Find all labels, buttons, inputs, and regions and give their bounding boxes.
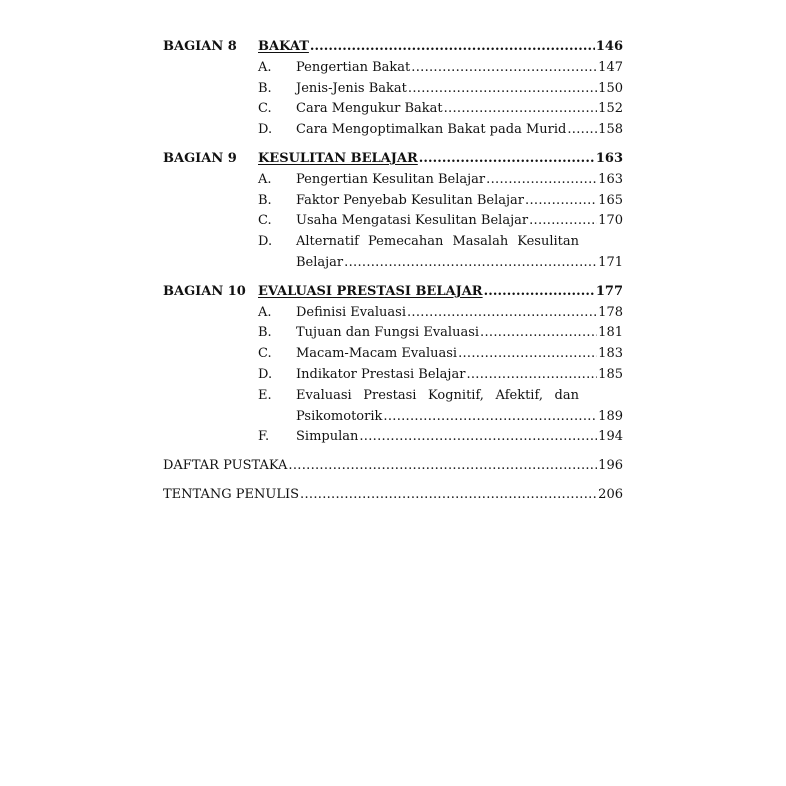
chapter-title: BAKAT <box>258 39 309 54</box>
page-number: 163 <box>598 171 623 187</box>
entry-letter: D. <box>258 122 273 138</box>
chapter-label: BAGIAN 10 <box>163 283 246 299</box>
page-number: 181 <box>598 325 623 341</box>
entry-letter: E. <box>258 387 272 403</box>
entry-letter: D. <box>258 366 273 382</box>
entry-title: Evaluasi Prestasi Kognitif, Afektif, dan <box>296 387 579 403</box>
toc-entry[interactable] <box>163 303 623 324</box>
chapter-title: EVALUASI PRESTASI BELAJAR <box>258 283 483 299</box>
page-number: 152 <box>598 101 623 117</box>
dot-leader <box>486 170 597 191</box>
entry-title: Cara Mengukur Bakat <box>296 101 443 117</box>
page-number: 170 <box>598 213 623 229</box>
entry-letter: B. <box>258 325 272 341</box>
dot-leader <box>344 253 597 274</box>
entry-letter: A. <box>258 59 272 75</box>
page-number: 158 <box>598 122 623 138</box>
entry-title: Cara Mengoptimalkan Bakat pada Murid <box>296 122 567 138</box>
page-number: 185 <box>598 366 623 382</box>
entry-letter: C. <box>258 101 272 117</box>
toc-entry-line2[interactable] <box>163 253 623 274</box>
entry-letter: A. <box>258 171 272 187</box>
toc-entry[interactable] <box>163 365 623 386</box>
toc-daftar-pustaka[interactable] <box>163 456 623 477</box>
spacer <box>163 477 623 485</box>
entry-title: Macam-Macam Evaluasi <box>296 346 458 362</box>
entry-title-continued: Belajar <box>296 254 344 270</box>
dot-leader <box>529 211 597 232</box>
entry-title: Tujuan dan Fungsi Evaluasi <box>296 325 480 341</box>
entry-title: Indikator Prestasi Belajar <box>296 366 466 382</box>
dot-leader <box>407 303 597 324</box>
chapter-label: BAGIAN 9 <box>163 150 237 166</box>
page-number: 194 <box>598 429 623 445</box>
dot-leader <box>480 323 597 344</box>
toc-entry[interactable] <box>163 211 623 232</box>
toc-entry-line2[interactable] <box>163 407 623 428</box>
entry-title: Pengertian Bakat <box>296 59 411 75</box>
dot-leader <box>466 365 597 386</box>
back-matter-title: DAFTAR PUSTAKA <box>163 458 288 474</box>
toc-entry[interactable] <box>163 58 623 79</box>
page-number: 171 <box>598 254 623 270</box>
dot-leader <box>525 191 597 212</box>
spacer <box>163 448 623 456</box>
toc-entry-line1[interactable] <box>163 386 623 407</box>
toc-chapter-8[interactable] <box>163 37 623 58</box>
table-of-contents <box>163 37 623 506</box>
toc-entry-line1[interactable] <box>163 232 623 253</box>
toc-chapter-9[interactable] <box>163 149 623 170</box>
page-number: 196 <box>598 458 623 474</box>
toc-tentang-penulis[interactable] <box>163 485 623 506</box>
toc-entry[interactable] <box>163 79 623 100</box>
dot-leader <box>359 427 597 448</box>
chapter-label: BAGIAN 8 <box>163 39 237 54</box>
entry-title: Faktor Penyebab Kesulitan Belajar <box>296 192 525 208</box>
page-number: 165 <box>598 192 623 208</box>
toc-chapter-10[interactable] <box>163 282 623 303</box>
page-number: 150 <box>598 80 623 96</box>
page-number: 177 <box>595 283 623 299</box>
entry-letter: F. <box>258 429 270 445</box>
dot-leader <box>300 485 597 506</box>
entry-letter: B. <box>258 80 272 96</box>
dot-leader <box>419 149 595 170</box>
spacer <box>163 274 623 282</box>
toc-entry[interactable] <box>163 170 623 191</box>
entry-title: Usaha Mengatasi Kesulitan Belajar <box>296 213 529 229</box>
entry-letter: C. <box>258 213 272 229</box>
toc-entry[interactable] <box>163 344 623 365</box>
page-number: 206 <box>598 486 623 502</box>
dot-leader <box>383 407 597 428</box>
entry-letter: B. <box>258 192 272 208</box>
dot-leader <box>444 99 598 120</box>
entry-title: Alternatif Pemecahan Masalah Kesulitan <box>296 234 579 250</box>
toc-entry[interactable] <box>163 427 623 448</box>
dot-leader <box>567 120 597 141</box>
toc-entry[interactable] <box>163 99 623 120</box>
entry-title: Definisi Evaluasi <box>296 304 406 320</box>
chapter-title: KESULITAN BELAJAR <box>258 150 418 166</box>
toc-entry[interactable] <box>163 120 623 141</box>
page-number: 189 <box>598 408 623 424</box>
entry-letter: D. <box>258 234 273 250</box>
dot-leader <box>288 456 597 477</box>
entry-title: Simpulan <box>296 429 359 445</box>
back-matter-title: TENTANG PENULIS <box>163 486 300 502</box>
page-number: 163 <box>595 150 623 166</box>
page-number: 147 <box>598 59 623 75</box>
entry-title: Jenis-Jenis Bakat <box>296 80 407 96</box>
page-number: 183 <box>598 346 623 362</box>
toc-entry[interactable] <box>163 191 623 212</box>
dot-leader <box>408 79 597 100</box>
page-number: 146 <box>595 39 623 54</box>
dot-leader <box>484 282 595 303</box>
entry-title-continued: Psikomotorik <box>296 408 383 424</box>
entry-letter: C. <box>258 346 272 362</box>
page-number: 178 <box>598 304 623 320</box>
entry-title: Pengertian Kesulitan Belajar <box>296 171 486 187</box>
dot-leader <box>310 37 595 58</box>
dot-leader <box>458 344 597 365</box>
spacer <box>163 141 623 149</box>
entry-letter: A. <box>258 304 272 320</box>
dot-leader <box>411 58 597 79</box>
toc-entry[interactable] <box>163 323 623 344</box>
